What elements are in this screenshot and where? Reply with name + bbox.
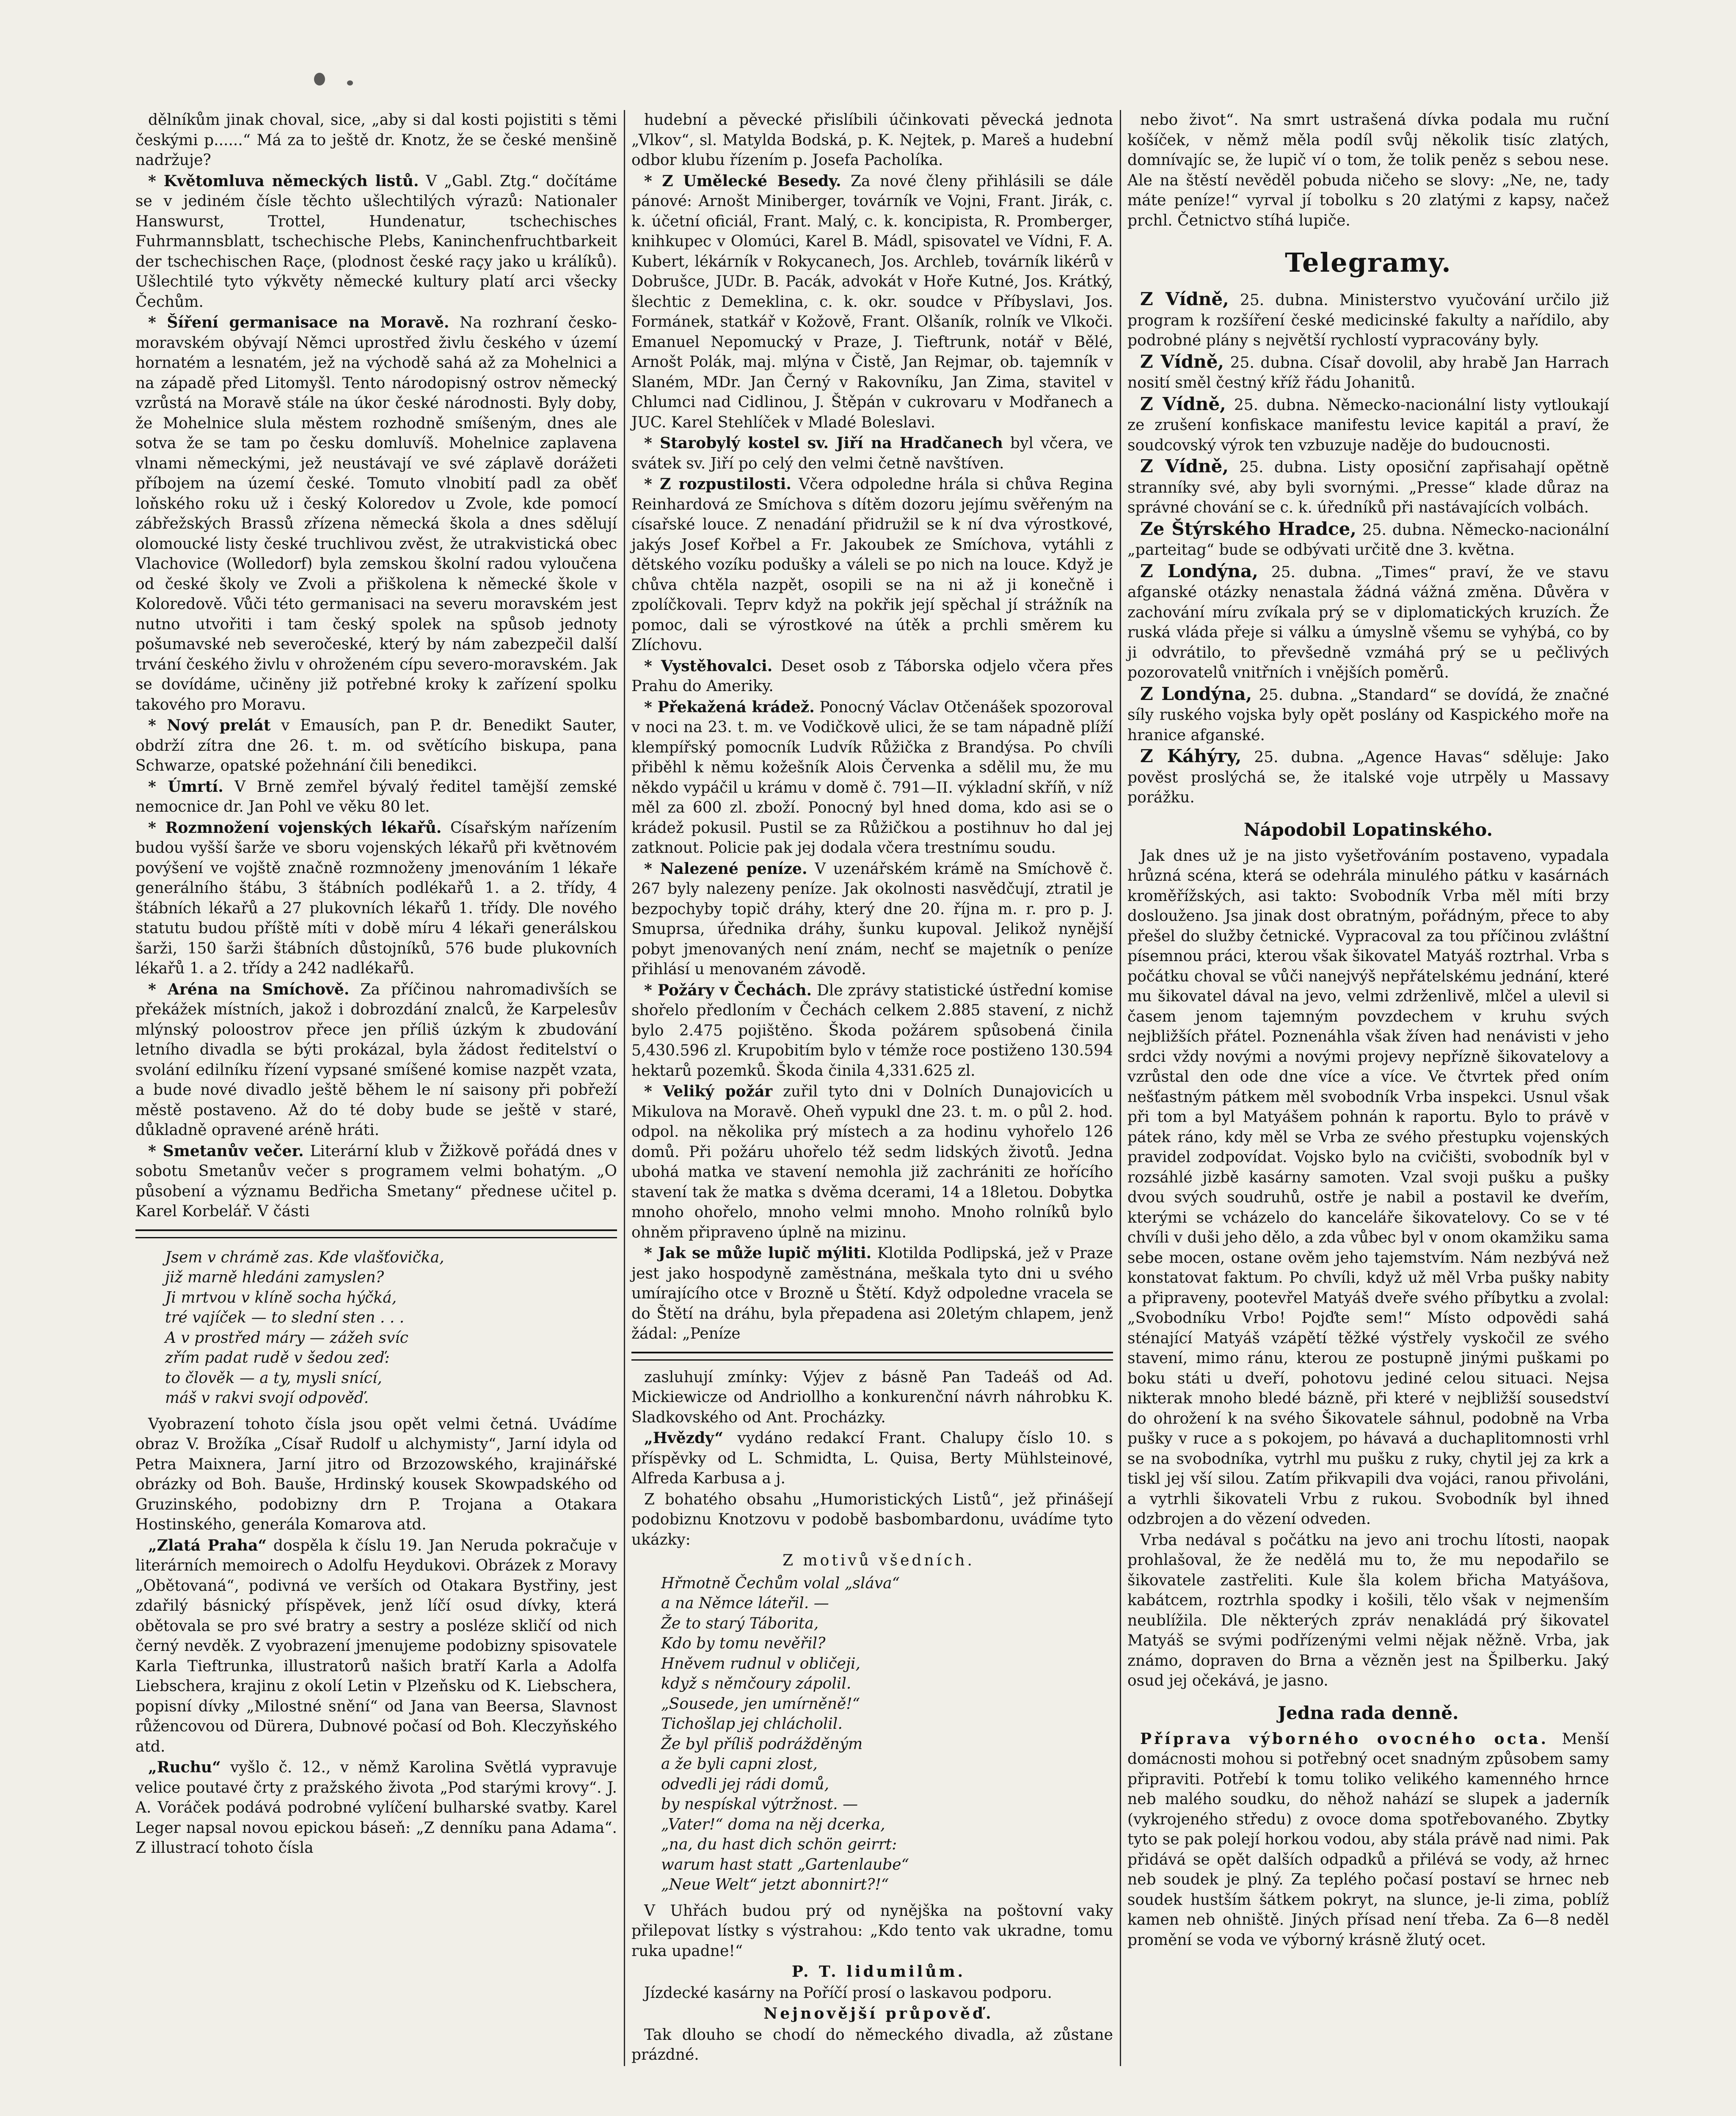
- left-news-block: [135, 110, 617, 1223]
- news-paragraph: [631, 1901, 1113, 1962]
- paragraph-text: byl včera, ve svátek sv. Jiří po celý den velmi četně navštíven.: [631, 435, 1113, 472]
- advice-heading: Jedna rada denně.: [1278, 1702, 1459, 1723]
- poem-line: již marně hledáni zamyslen?: [165, 1269, 384, 1286]
- news-paragraph: [631, 171, 1113, 433]
- middle-literary-notes: [631, 1367, 1113, 1550]
- poem-line: Hněvem rudnul v obličeji,: [661, 1655, 860, 1672]
- column-rule: [631, 1352, 1113, 1361]
- column-middle: [631, 110, 1113, 2066]
- poem-line: warum hast statt „Gartenlaube“: [661, 1856, 909, 1874]
- paragraph-lead: * Z Umělecké Besedy.: [644, 172, 841, 190]
- news-paragraph: [631, 1243, 1113, 1344]
- paragraph-lead: „Hvězdy“: [644, 1429, 724, 1447]
- news-paragraph: [135, 110, 617, 171]
- poem-line: Ji mrtvou v klíně socha hýčká,: [165, 1289, 397, 1306]
- right-intro: nebo život“. Na smrt ustrašená dívka podala mu ruční košíček, v němž měla podíl svůj několik tisíc zlatých, domnívajíc se, že lupič ví o tom, že tolik peněz s sebou nese. Ale na štěstí nevěděl pobuda ničeho se slovy: „Ne, ne, tady máte peníze!“ vyrval jí tobolku s 20 zlatými z kapsy, načež prchl. Četnictvo stíhá lupiče.: [1127, 111, 1609, 229]
- story-heading: Nápodobil Lopatinského.: [1243, 819, 1493, 840]
- poem-line: „na, du hast dich schön geirrt:: [661, 1836, 897, 1853]
- poem-line: „Sousede, jen umírněně!“: [661, 1695, 860, 1713]
- telegram-item: [1127, 746, 1609, 808]
- paragraph-lead: * Veliký požár: [644, 1083, 773, 1100]
- telegram-item: [1127, 352, 1609, 393]
- poem-line: Tichošlap jej chlácholil.: [661, 1715, 843, 1733]
- telegram-place: Z Londýna,: [1140, 560, 1258, 581]
- middle-poem: [661, 1573, 1113, 1895]
- news-paragraph: [631, 697, 1113, 858]
- news-paragraph: [631, 1082, 1113, 1243]
- telegram-place: Z Vídně,: [1140, 351, 1224, 372]
- telegrams-heading: Telegramy.: [1285, 247, 1452, 278]
- paragraph-lead: * Rozmnožení vojenských lékařů.: [148, 818, 442, 837]
- paragraph-text: Dle zprávy statistické ústřední komise shořelo předloním v Čechách celkem 2.885 stavení, z nichž bylo 2.475 pojištěno. Škoda požárem spůsobená činila 5,430.596 zl. Krupobitím bylo v témže roce postiženo 130.594 hektarů pozemků. Škoda činila 4,331.625 zl.: [631, 981, 1113, 1080]
- poem-line: zřím padat rudě v šedou zeď:: [165, 1349, 390, 1367]
- news-paragraph: [135, 1141, 617, 1222]
- paragraph-text: v Emausích, pan P. dr. Benedikt Sauter, obdrží zítra dne 26. t. m. od světícího biskupa, pana Schwarze, opatské požehnání čili benedikci.: [135, 717, 617, 774]
- news-paragraph: [631, 1428, 1113, 1489]
- paragraph-text: Klotilda Podlipská, jež v Praze jest jako hospodyně zaměstnána, meškala tyto dni u svého umírajícího otce v Brozně u Štětí. Když odpoledne vracela se do Štětí na dráhu, byla přepadena asi 20letým chlapem, jenž žádal: „Peníze: [631, 1245, 1113, 1342]
- middle-literary-block: [631, 1367, 1113, 2066]
- telegram-text: 25. dubna. Německo-nacionální „parteitag“ bude se odbývati určitě dne 3. května.: [1127, 521, 1609, 559]
- poem-line: máš v rakvi svojí odpověď.: [165, 1389, 369, 1407]
- advice-paragraph: [1127, 1729, 1609, 1951]
- news-paragraph: [631, 474, 1113, 656]
- news-paragraph: [135, 818, 617, 979]
- story-body: [1127, 846, 1609, 1692]
- poem-line: „Vater!“ doma na něj dcerka,: [661, 1816, 885, 1833]
- middle-extra-notes: [631, 1901, 1113, 1962]
- paragraph-lead: * Z rozpustilosti.: [644, 475, 791, 493]
- telegram-item: [1127, 561, 1609, 683]
- left-literary-block: [135, 1245, 617, 1859]
- telegram-place: Z Káhýry,: [1140, 746, 1242, 766]
- paragraph-lead: „Zlatá Praha“: [148, 1536, 267, 1554]
- news-paragraph: [631, 859, 1113, 980]
- poem-line: a že byli capni zlost,: [661, 1755, 818, 1773]
- paragraph-text: zuřil tyto dni v Dolních Dunajovicích u Mikulova na Moravě. Oheň vypukl dne 23. t. m. o půl 2. hod. odpol. na několika prý místech a za hodinu vyhořelo 126 domů. Při požáru uhořelo též sedm lidských životů. Jedna ubohá matka ve stavení nemohla již zachrániti ze hořícího stavení tak že matka s dvěma dcerami, 14 a 18letou. Dobytka mnoho ohořelo, mnoho velmi mnoho. Mnoho rolníků bylo ohněm připraveno úplně na mizinu.: [631, 1083, 1113, 1241]
- poem-line: to člověk — a ty, mysli snící,: [165, 1369, 382, 1387]
- column-right: [1127, 110, 1609, 2066]
- poem-line: odvedli jej rádi domů,: [661, 1775, 829, 1793]
- paragraph-text: Vyobrazení tohoto čísla jsou opět velmi četná. Uvádíme obraz V. Brožíka „Císař Rudolf u alchymisty“, Jarní idyla od Petra Maixnera, Jarní jitro od Brzozowského, krajinářské obrázky od Boh. Bauše, Hrdinský kousek Skowpadského od Gruzinského, podobizny drn P. Trojana a Otakara Hostinského, generála Komarova atd.: [135, 1415, 617, 1533]
- paragraph-lead: * Starobylý kostel sv. Jiří na Hradčanech: [644, 434, 1003, 452]
- paragraph-lead: „Ruchu“: [148, 1758, 221, 1776]
- telegram-place: Z Vídně,: [1140, 393, 1226, 414]
- telegram-place: Z Vídně,: [1140, 289, 1229, 309]
- paragraph-text: Ponocný Václav Otčenášek spozoroval v noci na 23. t. m. ve Vodičkově ulici, že se tam nápadně plíží klempířský pomocník Ludvík Růžička z Brandýsa. Po chvíli přiběhl k němu kožešník Alois Červenka a sdělil mu, že mu někdo vypáčil u krámu v domě č. 791—II. výkladní skříň, v níž měl za 600 zl. zboží. Ponocný byl hned doma, kdo asi se o krádež pokusil. Pustil se za Růžičkou a postihnuv ho dal jej zatknout. Policie pak jej dodala včera trestnímu soudu.: [631, 698, 1113, 857]
- middle-news-block: [631, 110, 1113, 1345]
- telegram-text: 25. dubna. „Agence Havas“ sděluje: Jako pověst proslýchá se, že italské voje utrpěly u Massavy porážku.: [1127, 749, 1609, 806]
- telegram-place: Ze Štýrského Hradce,: [1140, 518, 1356, 539]
- news-paragraph: [1127, 846, 1609, 1529]
- paragraph-text: dospěla k číslu 19. Jan Neruda pokračuje v literárních memoirech o Adolfu Heydukovi. Obrázek z Moravy „Obětovaná“, podivná ve verších od Otakara Bystřiny, jest zdařilý básnický příspěvek, jenž líčí osud dívky, která obětovala se pro své bratry a sestry a posléze skličí od nich černý nevděk. Z vyobrazení jmenujeme podobizny spisovatele Karla Tieftrunka, illustratorů našich bratří Karla a Adolfa Liebschera, krajinu z okolí Letin v Plzeňsku od K. Liebschera, popisní dívky „Milostné snění“ od Jana van Beersa, Slavnost růžencovou od Dürera, Dubnové počasí od Boh. Kleczyňského atd.: [135, 1537, 617, 1755]
- notice-title: P. T. lidumilům.: [791, 1963, 966, 1981]
- paragraph-text: V Brně zemřel bývalý ředitel tamější zemské nemocnice dr. Jan Pohl ve věku 80 let.: [135, 778, 617, 816]
- paragraph-text: vyšlo č. 12., v němž Karolina Světlá vypravuje velice poutavé črty z pražského života „Pod starými krovy“. J. A. Voráček podává podrobné vylíčení bulharské svatby. Karel Leger napsal novou epickou báseň: „Z denníku pana Adama“. Z illustrací tohoto čísla: [135, 1759, 617, 1857]
- news-title: Nejnovější průpověď.: [763, 2005, 994, 2022]
- telegram-text: 25. dubna. „Times“ praví, že ve stavu afganské otázky nenastala žádná vážná změna. Důvěra v zachování míru zvíkala prý se v diplomatických kruzích. Že ruská vláda přeje si válku a úmyslně všemu se vyhýbá, co by ji odvrátilo, to převšedně vzmáhá prý se u pečlivých pozorovatelů vnitřních i vnějších poměrů.: [1127, 563, 1609, 681]
- paragraph-lead: * Aréna na Smíchově.: [148, 980, 350, 998]
- news-paragraph: [135, 171, 617, 312]
- column-left: [135, 110, 617, 2066]
- telegram-text: 25. dubna. Císař dovolil, aby hrabě Jan Harrach nosití směl čestný kříž řádu Johanitů.: [1127, 354, 1609, 391]
- telegram-text: 25. dubna. Německo-nacionální listy vytloukají ze zrušení konfiskace manifestu levice kapitál a praví, že soudcovský výrok ten vzbuzuje naděje do budoucnosti.: [1127, 396, 1609, 454]
- news-paragraph: [631, 110, 1113, 171]
- telegram-place: Z Vídně,: [1140, 456, 1229, 477]
- column-rule: [135, 1229, 617, 1238]
- paragraph-text: V uzenářském krámě na Smíchově č. 267 byly nalezeny peníze. Jak okolnosti nasvědčují, ztratil je bezpochyby topič dráhy, který dne 20. října m. r. pro p. J. Smuprsa, úřednika dráhy, šunku kupoval. Jelikož nynější pobyt jmenovaných není znám, nechť se majetník o peníze přihlásí u menovaném závodě.: [631, 860, 1113, 978]
- paragraph-text: V Uhřách budou prý od nynějška na poštovní vaky přilepovat lístky s výstrahou: „Kdo tento vak ukradne, tomu ruka upadne!“: [631, 1902, 1113, 1960]
- poem-line: když s němčoury zápolil.: [661, 1675, 851, 1692]
- paragraph-text: Za nové členy přihlásili se dále pánové: Arnošt Miniberger, továrník ve Vojni, Frant. Jirák, c. k. účetní oficiál, Frant. Malý, c. k. koncipista, R. Promberger, knihkupec v Olomúci, Karel B. Mádl, spisovatel ve Vídni, F. A. Kubert, lékárník v Rokycanech, Jos. Archleb, továrník likérů v Dobrušce, JUDr. B. Pacák, advokát v Hoře Kutné, Jos. Krátký, šlechtic z Demeklina, c. k. okr. soudce v Příbyslavi, Jos. Formánek, statkář v Kožově, Frant. Olšaník, rolník ve Vlkoči. Emanuel Nepomucký v Praze, J. Tieftrunk, notář v Bělé, Arnošt Polák, maj. mlýna v Čistě, Jan Rejmar, ob. tajemník v Slaném, MDr. Jan Černý v Rakovníku, Jan Zima, stavitel v Chlumci nad Cidlinou, J. Štěpán v cukrovaru v Modřanech a JUC. Karel Stehlíček v Mladé Boleslavi.: [631, 172, 1113, 431]
- columns: [135, 110, 1609, 2066]
- telegram-place: Z Londýna,: [1140, 683, 1252, 704]
- poem-line: Že to starý Táborita,: [661, 1615, 819, 1632]
- left-literary-notes: [135, 1414, 617, 1858]
- paragraph-text: vydáno redakcí Frant. Chalupy číslo 10. s příspěvky od L. Schmidta, L. Quisa, Berty Mühlsteinové, Alfreda Karbusa a j.: [631, 1430, 1113, 1487]
- paragraph-text: Císařským nařízením budou vyšší šarže ve sboru vojenských lékařů při květnovém povýšení ve vojště značně rozmnoženy jmenováním 1 lékaře generálního štábu, 3 štábních podlékařů 1. a 2. třídy, 4 štábních lékařů a 27 plukovních lékařů 1. třídy. Dle nového statutu budou příště míti v době míru 4 lékaři generálskou šarži, 150 šarži štábních důstojníků, 576 bude plukovních lékařů 1. a 2. třídy a 242 nadlékařů.: [135, 819, 617, 977]
- paragraph-lead: * Požáry v Čechách.: [644, 981, 812, 999]
- paragraph-text: V „Gabl. Ztg.“ dočítáme se v jediném čísle těchto ušlechtilých výrazů: Nationaler Hanswurst, Trottel, Hundenatur, tschechisches Fuhrmannsblatt, tschechische Plebs, Kaninchenfruchtbarkeit der tschechischen Raçe, (plodnost české raçy jako u králíků). Ušlechtilé tyto výkvěty německé kultury platí arci všecky Čechům.: [135, 172, 617, 311]
- notice-text: Jízdecké kasárny na Poříčí prosí o laskavou podporu.: [644, 1984, 1052, 2002]
- poem-line: tré vajíček — to slední sten . . .: [165, 1309, 405, 1326]
- paragraph-text: Literární klub v Žižkově pořádá dnes v sobotu Smetanův večer s programem velmi bohatým. „O působení a významu Bedřicha Smetany“ přednese učitel p. Karel Korbelář. V části: [135, 1142, 617, 1220]
- news-paragraph: [135, 313, 617, 715]
- news-text: Tak dlouho se chodí do německého divadla, až zůstane prázdné.: [631, 2026, 1113, 2064]
- paragraph-text: dělníkům jinak choval, sice, „aby si dal kosti pojistiti s těmi českými p......“ Má za to ještě dr. Knotz, že se české menšině nadržuje?: [135, 111, 617, 169]
- paragraph-text: Za příčinou nahromadivších se překážek místních, jakož i dobrozdání znalců, že Karpelesův mlýnský poloostrov přece jen příliš úzkým k zbudování letního divadla se býti prokázal, byla žádost ředitelství o svolání edilníku řízení vypsané smíšené komise nazpět vzata, a bude nové divadlo ještě během le ní saisony při pobřeží městě postaveno. Až do té doby bude se ještě v staré, důkladně opravené aréně hráti.: [135, 981, 617, 1139]
- poem-line: Hřmotně Čechům volal „sláva“: [661, 1574, 900, 1592]
- news-paragraph: [135, 716, 617, 776]
- paragraph-text: zasluhují zmínky: Výjev z básně Pan Tadeáš od Ad. Mickiewicze od Andriollho a konkurenční návrh náhrobku K. Sladkovského od Ant. Procházky.: [631, 1368, 1113, 1426]
- poem-line: Že byl příliš podrážděným: [661, 1735, 863, 1753]
- news-paragraph: [631, 1367, 1113, 1428]
- paragraph-lead: * Nový prelát: [148, 716, 271, 734]
- paragraph-lead: * Smetanův večer.: [148, 1142, 304, 1160]
- telegram-text: 25. dubna. Listy oposiční zapřisahají opětně stranníky své, aby byli svornými. „Presse“ klade důraz na správné chování se c. k. úředníků při nastávajících volbách.: [1127, 459, 1609, 516]
- poem-line: by nespískal výtržnost. —: [661, 1796, 858, 1813]
- paragraph-lead: * Jak se může lupič mýliti.: [644, 1244, 872, 1262]
- paragraph-text: Vrba nedával s počátku na jevo ani trochu lítosti, naopak prohlašoval, že že nedělá mu to, že mu nepodařilo se šikovatele zastřeliti. Kule šla kolem břicha Matyášova, kabátcem, roztrhla spodky i košili, tělo však v nejmenším neublížila. Dle některých zpráv nenakládá prý šikovatel Matyáš se svými podřízenými velmi nějak něžně. Vrba, jak známo, dopraven do Brna a vězněn jest na Špilberku. Jaký osud jej očekává, je jasno.: [1127, 1531, 1609, 1689]
- news-paragraph: [135, 1758, 617, 1858]
- paragraph-text: hudební a pěvecké přislíbili účinkovati pěvecká jednota „Vlkov“, sl. Matylda Bodská, p. K. Nejtek, p. Mareš a hudební odbor klubu řízením p. Josefa Pacholíka.: [631, 111, 1113, 169]
- poem-line: A v prostřed máry — zážeh svíc: [165, 1329, 408, 1347]
- news-paragraph: [631, 981, 1113, 1081]
- poem-line: a na Němce láteřil. —: [661, 1595, 829, 1612]
- paragraph-text: Deset osob z Táborska odjelo včera přes Prahu do Ameriky.: [631, 657, 1113, 695]
- paragraph-lead: * Nalezené peníze.: [644, 860, 807, 878]
- scan-speck: [314, 73, 325, 85]
- paragraph-lead: * Překažená krádež.: [644, 698, 815, 716]
- poem-line: Kdo by tomu nevěřil?: [661, 1635, 826, 1652]
- telegram-text: 25. dubna. Ministerstvo vyučování určilo již program k rozšíření české medicinské fakulty a nařídilo, aby podrobné plány s největší rychlostí vypracovány byly.: [1127, 292, 1609, 349]
- paragraph-text: Včera odpoledne hrála si chůva Regina Reinhardová ze Smíchova s dítěm dozoru jejímu svěřeným na císařské louce. Z nenadání přidružil se k ní dva výrostkové, jakýs Josef Kořbel a Fr. Jakoubek ze Smíchova, vytáhli z dětského vozíku podušky a váleli se po nich na louce. Když je chůva chtěla nazpět, osopili se na ni až ji konečně i zpolíčkovali. Teprv když na pokřik její spěchal jí strážník na pomoc, dali se výrostkové na útěk a prchli směrem ku Zlíchovu.: [631, 476, 1113, 654]
- poem-title: Z motivů všedních.: [783, 1552, 975, 1569]
- telegrams-list: [1127, 289, 1609, 809]
- poem-line: Jsem v chrámě zas. Kde vlašťovička,: [165, 1248, 444, 1266]
- news-paragraph: [631, 1490, 1113, 1550]
- paragraph-lead: * Úmrtí.: [148, 777, 223, 796]
- telegram-item: [1127, 289, 1609, 351]
- news-paragraph: [135, 777, 617, 817]
- scan-speck: [347, 80, 353, 85]
- paragraph-text: Z bohatého obsahu „Humoristických Listů“, jež přinášejí podobiznu Knotzovu v podobě basbombardonu, uvádíme tyto ukázky:: [631, 1491, 1113, 1548]
- telegram-text: 25. dubna. „Standard“ se dovídá, že značné síly ruského vojska byly opět poslány od Kaspického moře na hranice afganské.: [1127, 686, 1609, 744]
- telegram-item: [1127, 519, 1609, 560]
- paragraph-lead: * Květomluva německých listů.: [148, 172, 419, 190]
- paragraph-lead: * Vystěhovalci.: [644, 657, 773, 675]
- paragraph-lead: * Šíření germanisace na Moravě.: [148, 314, 449, 331]
- advice-text: Menší domácnosti mohou si potřebný ocet snadným způsobem samy připraviti. Potřebí k tomu toliko velikého kamenného hrnce neb malého soudku, do něhož nahází se slupek a jaderník (vykrojeného středu) z ovoce doma spotřebovaného. Zbytky tyto se pak polejí horkou vodou, aby stála právě nad nimi. Pak přidává se opět dalších odpadků a přilévá se vody, až hrnec neb soudek je plný. Za teplého počasí postaví se hrnec neb soudek hustším šátkem pokryt, na slunce, je-li zima, poblíž kamen neb ohniště. Jiných přísad není třeba. Za 6—8 neděl promění se voda ve výborný krásně žlutý ocet.: [1127, 1730, 1609, 1949]
- left-poem: [165, 1248, 617, 1408]
- news-paragraph: [135, 1414, 617, 1535]
- poem-line: „Neue Welt“ jetzt abonnirt?!“: [661, 1876, 889, 1893]
- telegram-item: [1127, 456, 1609, 518]
- advice-lead: Příprava výborného ovocného octa.: [1140, 1730, 1549, 1748]
- news-paragraph: [1127, 1530, 1609, 1691]
- news-paragraph: [135, 980, 617, 1141]
- news-paragraph: [631, 433, 1113, 474]
- paragraph-text: Na rozhraní česko-moravském obývají Němci uprostřed živlu českého v území hornatém a lesnatém, jež na východě sahá až za Mohelnici a na západě před Litomyšl. Tento národopisný ostrov německý vzrůstá na Moravě stále na úkor české národnosti. Byly doby, že Mohelnice slula městem rozhodně smíšeným, dnes ale sotva že se tam po česku domluvíš. Mohelnice zaplavena vlnami německými, jež neustávají ve své záplavě dorážeti příbojem na území české. Tomuto vlnobití padl za oběť loňského roku už i český Koloredov u Zvole, kde pomocí zábřežských Brassů zřízena německá škola a dnes sdělují olomoucké listy české truchlivou zvěst, že utrakvistická obec Vlachovice (Wolledorf) byla zemskou školní radou vyloučena od české školy ve Zvoli a přiškolena k německé škole v Koloredově. Vůči této germanisaci na severu moravském jest nutno utvořiti i tam český spolek na spůsob jednoty pošumavské neb severočeské, který by nám zabezpečil další trvání českého živlu v ohroženém cípu severo-moravském. Jak se dovídáme, učiněny již potřebné kroky k zařízení spolku takového pro Moravu.: [135, 314, 617, 714]
- paragraph-text: Jak dnes už je na jisto vyšetřováním postaveno, vypadala hrůzná scéna, která se odehrála minulého pátku v kasárnách kroměřížských, asi takto: Svobodník Vrba měl míti brzy doslouženo. Jsa jinak dost obratným, pořádným, přece to aby přešel do služby četnické. Vypracoval za tou příčinou zvláštní písemnou práci, kterou však šikovatel Matyáš roztrhal. Vrba s počátku choval se vůči nanejvýš nepřátelskému jednání, které mu šikovatel dával na jevo, velmi zdrženlivě, mlčel a ulevil si časem jenom tajemným povzdechem v kruhu svých nejbližších přátel. Poznenáhla však žíven had nenávisti v jeho srdci vždy novými a novými projevy nepřízně šikovatelovy a vzrůstal den ode dne více a více. Ve čtvrtek před oním nešťastným pátkem měl svobodník Vrba inspekci. Usnul však při tom a byl Matyášem pohnán k raportu. Bylo to právě v pátek ráno, kdy měl se Vrba ze svého přestupku vojenských pravidel zodpovídat. Vojsko bylo na cvičišti, svobodník byl v rozsáhlé jizbě kasárny samoten. Vzal svoji pušku a pušky dvou svých soudruhů, ostře je nabil a postavil ke dveřím, kterými se vcházelo do kanceláře šikovatelovy. Co se v té chvíli v duši jeho dělo, a zda vůbec byl v onom okamžiku sama sebe mocen, ostane ověm jeho tajemstvím. Nám nezbývá než konstatovat faktum. Po chvíli, když už měl Vrba pušky nabity a připraveny, pootevřel Matyáš dveře svého příbytku a zvolal: „Svobodníku Vrbo! Pojďte sem!“ Místo odpovědi sahá sténající Matyáš vzápětí těžké výstřely vyskočil ze svého stavení, mimo ránu, kterou ze postupně jinými puškami po boku státi u dveří, pohotovu jediné celou situaci. Nejsa nikterak mnoho bledé bázně, při které v nejbližší sousedství do ohrožení k na svého Šikovatele sáhnul, podobně na Vrba pušky v ruce a s pokojem, po hávavá a duchaplitomnosti vrhl se na svobodníka, vytrhl mu pušku z ruky, chytil jej za krk a tiskl jej vší silou. Zatím přikvapili dva vojáci, ranou přivoláni, a vytrhli šikovateli Vrbu z rukou. Svobodník byl ihned odzbrojen a do vězení odveden.: [1127, 847, 1609, 1528]
- news-paragraph: [631, 656, 1113, 697]
- telegram-item: [1127, 684, 1609, 746]
- telegram-item: [1127, 394, 1609, 456]
- news-paragraph: [135, 1536, 617, 1757]
